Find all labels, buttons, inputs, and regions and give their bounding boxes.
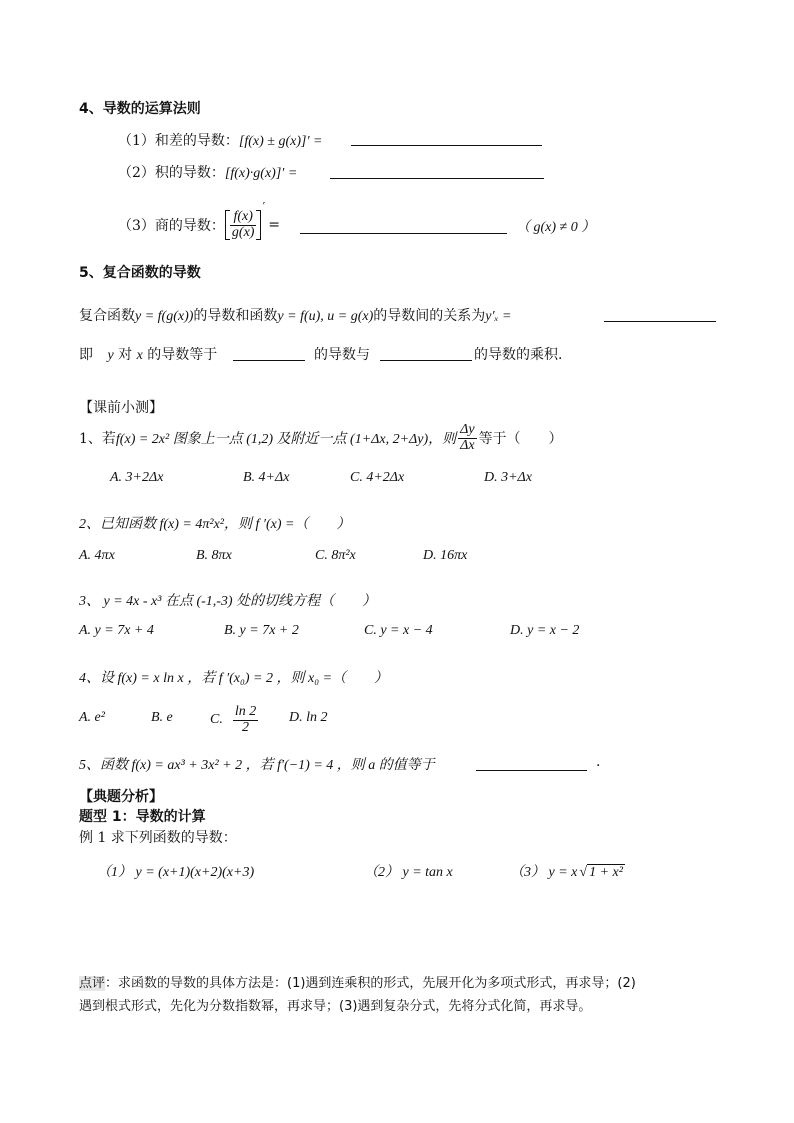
composite2-text-c: 对 [118,347,133,363]
ex1-item-1: （1） y = (x+1)(x+2)(x+3) [97,865,255,880]
q3-option-d[interactable]: D. y = x − 2 [510,623,580,638]
question-3: 3、 y = 4x - x³ 在点 (-1,-3) 处的切线方程（ ） [79,594,377,609]
rule-product [118,162,297,182]
rule-sum [118,130,322,150]
rule-quotient-label: （3）商的导数： [118,218,225,234]
q4-option-c-label: C. [210,712,223,727]
quotient-denominator: g(x) [231,224,255,240]
q1-fraction [458,423,476,453]
composite2-text-e: 的导数等于 [147,347,218,363]
quotient-numerator: f(x) [230,210,257,226]
q1-option-d[interactable]: D. 3+Δx [484,470,532,485]
ex1-item-3 [510,861,625,881]
question-2: 2、已知函数 f(x) = 4π²x²，则 f ′(x) =（ ） [79,517,351,532]
q1-option-a[interactable]: A. 3+2Δx [110,470,164,485]
quotient-fraction [230,210,257,240]
q1-text: f(x) = 2x² 图象上一点 (1,2) 及附近一点 (1+Δx, 2+Δy)，则 [115,432,457,447]
q1-suffix: 等于（ ） [478,431,563,447]
ex1-item-3-text: （3） y = x [510,865,578,880]
quotient-bracket [225,210,262,240]
composite2-text-g: 的导数的乘积. [474,347,563,363]
q4-option-b[interactable]: B. e [151,710,173,725]
composite-line1 [79,305,512,325]
composite-text-e: 的导数间的关系为 [373,308,486,324]
note-line-1 [79,972,636,991]
section4-title: 4、导数的运算法则 [79,101,201,117]
q3-option-c[interactable]: C. y = x − 4 [364,623,433,638]
note-line-2: 遇到根式形式，先化为分数指数幂，再求导；(3)遇到复杂分式，先将分式化简，再求导。 [79,999,592,1014]
q1-prefix: 1、若 [79,431,116,447]
analysis-title: 【典题分析】 [79,789,163,805]
type1-title: 题型 1：导数的计算 [79,809,206,825]
composite-text-a: 复合函数 [79,308,135,324]
question-1 [79,418,563,458]
q5-period: . [596,754,601,770]
answer-blank-quotient[interactable] [300,219,507,234]
sqrt-icon: √ [579,865,588,880]
q4-option-c-denominator: 2 [242,719,250,735]
q1-denominator: Δx [460,437,475,453]
answer-blank-product[interactable] [330,164,544,179]
rule-sum-formula: [f(x) ± g(x)]′ = [238,134,323,149]
q4-option-c-numerator: ln 2 [234,703,257,719]
q1-numerator: Δy [460,421,475,437]
composite2-var-y: y [107,348,114,363]
q1-option-b[interactable]: B. 4+Δx [243,470,290,485]
q4-option-c[interactable] [210,700,258,740]
ex1-item-2: （2） y = tan x [364,865,453,880]
answer-blank-sum[interactable] [351,131,542,146]
answer-blank-outer[interactable] [233,346,305,361]
answer-blank-composite[interactable] [604,307,716,322]
question-4: 4、设 f(x) = x ln x ，若 f ′(x₀) = 2 ，则 x₀ =（ ） [79,671,389,686]
q1-option-c[interactable]: C. 4+2Δx [350,470,405,485]
rule-quotient [118,200,280,250]
question-5: 5、函数 f(x) = ax³ + 3x² + 2 ，若 f′(−1) = 4 ，则 a 的值等于 [79,758,435,773]
rule-product-formula: [f(x)·g(x)]′ = [224,166,298,181]
answer-blank-q5[interactable] [476,756,587,771]
ex1-item-3-radicand: 1 + x² [589,865,623,880]
q2-option-a[interactable]: A. 4πx [79,548,115,563]
q2-option-d[interactable]: D. 16πx [423,548,468,563]
composite-formula-d: y = f(u), u = g(x) [277,309,374,324]
answer-blank-inner[interactable] [380,346,472,361]
quotient-equals: = [268,217,280,233]
quotient-prime: ′ [262,200,266,214]
q4-option-c-fraction [233,705,258,735]
pretest-title: 【课前小测】 [79,400,163,416]
composite2-var-x: x [136,348,143,363]
composite-line2 [79,344,217,364]
rule-sum-label: （1）和差的导数： [118,133,239,149]
composite-formula-b: y = f(g(x)) [135,309,194,324]
q4-option-d[interactable]: D. ln 2 [289,710,328,725]
note-label: 点评 [79,976,106,991]
q2-option-b[interactable]: B. 8πx [196,548,232,563]
composite-text-c: 的导数和函数 [193,308,278,324]
q2-option-c[interactable]: C. 8π²x [315,548,356,563]
composite-formula-f: y′ₓ = [485,309,512,324]
q3-option-b[interactable]: B. y = 7x + 2 [224,623,299,638]
q4-option-a[interactable]: A. e² [79,710,105,725]
note-text-1: ：求函数的导数的具体方法是：(1)遇到连乘积的形式，先展开化为多项式形式，再求导；(2) [105,976,636,991]
composite2-text-f: 的导数与 [314,347,370,363]
rule-product-label: （2）积的导数： [118,165,225,181]
quotient-condition: （ g(x) ≠ 0 ） [516,220,596,235]
example-1: 例 1 求下列函数的导数： [79,830,237,846]
q3-option-a[interactable]: A. y = 7x + 4 [79,623,154,638]
section5-title: 5、复合函数的导数 [79,265,201,281]
composite2-text-a: 即 [79,347,93,363]
